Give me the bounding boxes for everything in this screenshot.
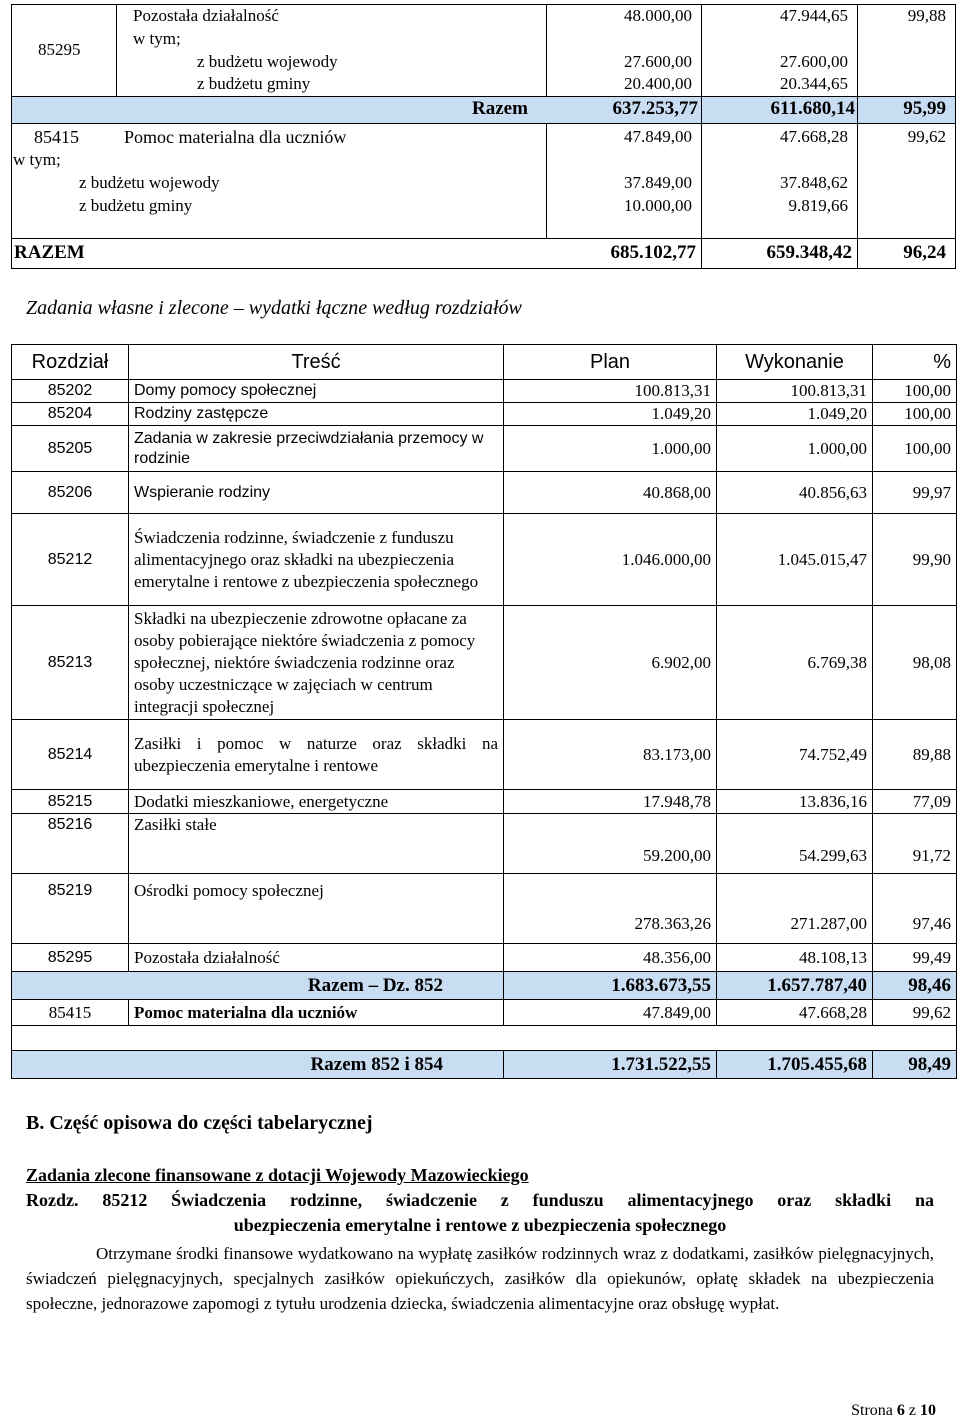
row-code: 85215	[12, 790, 129, 814]
row-pct: 91,72	[873, 814, 957, 874]
row-exec: 48.108,13	[717, 944, 873, 972]
row-desc: Zasiłki stałe	[129, 814, 504, 874]
subheading: Zadania zlecone finansowane z dotacji Wojewody Mazowieckiego	[26, 1165, 529, 1185]
description-paragraph: Otrzymane środki finansowe wydatkowano na wypłatę zasiłków rodzinnych wraz z dodatkami, zasiłków pielęgnacyjnych, świadczeń pielęgnacyjnych, specjalnych zasiłków opiekuńczych, zasiłków dla opiekunów, opłatę składek na ubezpieczenia społeczne, jednorazowe zapomogi z tytułu urodzenia dziecka, świadczenia alimentacyjne oraz obsługę wypłat.	[26, 1244, 934, 1313]
top-code-85415: 85415	[34, 127, 79, 147]
row-exec: 47.668,28	[717, 1000, 873, 1026]
top-sub-wojewody-plan-2: 37.849,00	[624, 173, 692, 192]
table-row	[12, 380, 957, 403]
top-sub-wtym-2: w tym;	[13, 150, 61, 169]
row-exec: 40.856,63	[717, 472, 873, 514]
row-exec: 13.836,16	[717, 790, 873, 814]
top-sub-gminy-plan-1: 20.400,00	[624, 74, 692, 93]
row-code: 85295	[12, 944, 129, 972]
header-percent: %	[873, 345, 957, 380]
row-desc: Domy pomocy społecznej	[129, 380, 504, 403]
sum-pct: 98,46	[873, 972, 957, 1000]
top-sub-gminy-2: z budżetu gminy	[79, 196, 193, 215]
row-pct: 99,62	[873, 1000, 957, 1026]
sum-exec: 1.657.787,40	[717, 972, 873, 1000]
row-exec: 271.287,00	[717, 874, 873, 944]
table-row	[12, 720, 957, 790]
row-code: 85213	[12, 606, 129, 720]
row-pct: 99,97	[873, 472, 957, 514]
sum-pct: 98,49	[873, 1051, 957, 1079]
top-pct-85415: 99,62	[907, 127, 946, 146]
row-plan: 48.356,00	[504, 944, 717, 972]
row-desc: Rodziny zastępcze	[129, 403, 504, 426]
table-row	[12, 944, 957, 972]
row-desc: Pozostała działalność	[129, 944, 504, 972]
row-plan: 47.849,00	[504, 1000, 717, 1026]
row-plan: 40.868,00	[504, 472, 717, 514]
row-pct: 100,00	[873, 426, 957, 472]
row-code: 85206	[12, 472, 129, 514]
row-code: 85214	[12, 720, 129, 790]
row-pct: 100,00	[873, 403, 957, 426]
top-sub-gminy-exec-2: 9.819,66	[788, 196, 848, 215]
row-code: 85415	[12, 1000, 129, 1026]
top-exec-85295: 47.944,65	[780, 6, 848, 25]
row-plan: 1.049,20	[504, 403, 717, 426]
top-sub-wtym-1: w tym;	[133, 29, 181, 48]
row-exec: 1.049,20	[717, 403, 873, 426]
row-pct: 97,46	[873, 874, 957, 944]
top-sub-gminy-plan-2: 10.000,00	[624, 196, 692, 215]
sum-row-dz852	[12, 972, 957, 1000]
row-pct: 98,08	[873, 606, 957, 720]
row-code: 85212	[12, 514, 129, 606]
row-code: 85204	[12, 403, 129, 426]
row-exec: 1.000,00	[717, 426, 873, 472]
row-code: 85205	[12, 426, 129, 472]
row-desc: Ośrodki pomocy społecznej	[129, 874, 504, 944]
row-exec: 100.813,31	[717, 380, 873, 403]
top-total-plan: 685.102,77	[610, 242, 696, 263]
top-sub-gminy-1: z budżetu gminy	[197, 74, 311, 93]
sum-row-852-854	[12, 1051, 957, 1079]
sum-exec: 1.705.455,68	[717, 1051, 873, 1079]
table-row	[12, 403, 957, 426]
sum-label: Razem – Dz. 852	[12, 972, 504, 1000]
page-footer	[851, 1402, 936, 1420]
row-desc: Świadczenia rodzinne, świadczenie z funduszu alimentacyjnego oraz składki na ubezpieczenia emerytalne i rentowe z ubezpieczenia społecznego	[129, 514, 504, 606]
top-razem-pct: 95,99	[903, 98, 946, 119]
row-exec: 54.299,63	[717, 814, 873, 874]
row-pct: 100,00	[873, 380, 957, 403]
footer-page: 6	[896, 1402, 905, 1419]
footer-sep: z	[908, 1402, 916, 1419]
top-plan-85295: 48.000,00	[624, 6, 692, 25]
row-exec: 74.752,49	[717, 720, 873, 790]
rozdz-heading-line1: Rozdz. 85212 Świadczenia rodzinne, świadczenie z funduszu alimentacyjnego oraz składki na	[26, 1190, 934, 1210]
row-code: 85219	[12, 874, 129, 944]
table-row	[12, 426, 957, 472]
row-pct: 99,49	[873, 944, 957, 972]
header-rozdzial: Rozdział	[12, 345, 129, 380]
row-exec: 1.045.015,47	[717, 514, 873, 606]
row-desc: Wspieranie rodziny	[129, 472, 504, 514]
top-razem-label: Razem	[472, 98, 528, 119]
top-plan-85415: 47.849,00	[624, 127, 692, 146]
top-total-label: RAZEM	[14, 242, 85, 263]
header-plan: Plan	[504, 345, 717, 380]
table-row	[12, 790, 957, 814]
sum-plan: 1.731.522,55	[504, 1051, 717, 1079]
footer-total: 10	[920, 1402, 936, 1419]
top-name-85415: Pomoc materialna dla uczniów	[124, 127, 347, 147]
top-pct-85295: 99,88	[907, 6, 946, 25]
row-desc: Dodatki mieszkaniowe, energetyczne	[129, 790, 504, 814]
table-header-row	[12, 345, 957, 380]
row-pct: 99,90	[873, 514, 957, 606]
row-desc: Zadania w zakresie przeciwdziałania przemocy w rodzinie	[129, 426, 504, 472]
row-desc: Składki na ubezpieczenie zdrowotne opłacane za osoby pobierające niektóre świadczenia z pomocy społecznej, niektóre świadczenia rodzinne oraz osoby uczestniczące w zajęciach w centrum integracji społecznej	[129, 606, 504, 720]
top-exec-85415: 47.668,28	[780, 127, 848, 146]
row-plan: 1.046.000,00	[504, 514, 717, 606]
top-sub-wojewody-1: z budżetu wojewody	[197, 52, 338, 71]
top-sub-wojewody-exec-2: 37.848,62	[780, 173, 848, 192]
sum-plan: 1.683.673,55	[504, 972, 717, 1000]
row-plan: 83.173,00	[504, 720, 717, 790]
top-sub-wojewody-exec-1: 27.600,00	[780, 52, 848, 71]
header-wykonanie: Wykonanie	[717, 345, 873, 380]
row-plan: 100.813,31	[504, 380, 717, 403]
top-razem-exec: 611.680,14	[770, 98, 855, 119]
row-exec: 6.769,38	[717, 606, 873, 720]
table-spacer-row	[12, 1026, 957, 1051]
top-sub-gminy-exec-1: 20.344,65	[780, 74, 848, 93]
row-pct: 77,09	[873, 790, 957, 814]
top-total-exec: 659.348,42	[766, 242, 852, 263]
table-row	[12, 606, 957, 720]
top-total-pct: 96,24	[903, 242, 946, 263]
table-row	[12, 814, 957, 874]
row-plan: 1.000,00	[504, 426, 717, 472]
top-sub-wojewody-plan-1: 27.600,00	[624, 52, 692, 71]
row-plan: 6.902,00	[504, 606, 717, 720]
row-pct: 89,88	[873, 720, 957, 790]
section-title: Zadania własne i zlecone – wydatki łączne według rozdziałów	[26, 297, 522, 319]
footer-prefix: Strona	[851, 1402, 893, 1419]
table-row	[12, 472, 957, 514]
header-tresc: Treść	[129, 345, 504, 380]
row-code: 85202	[12, 380, 129, 403]
top-sub-wojewody-2: z budżetu wojewody	[79, 173, 220, 192]
row-code: 85216	[12, 814, 129, 874]
row-plan: 17.948,78	[504, 790, 717, 814]
row-desc: Pomoc materialna dla uczniów	[129, 1000, 504, 1026]
sum-label: Razem 852 i 854	[12, 1051, 504, 1079]
row-plan: 278.363,26	[504, 874, 717, 944]
row-plan: 59.200,00	[504, 814, 717, 874]
rozdz-heading-line2: ubezpieczenia emerytalne i rentowe z ubezpieczenia społecznego	[233, 1215, 727, 1235]
top-code-85295: 85295	[38, 40, 81, 59]
part-b-title: B. Część opisowa do części tabelarycznej	[26, 1112, 373, 1134]
table-row	[12, 874, 957, 944]
table-row-85415	[12, 1000, 957, 1026]
row-desc: Zasiłki i pomoc w naturze oraz składki na ubezpieczenia emerytalne i rentowe	[129, 720, 504, 790]
table-row	[12, 514, 957, 606]
top-name-85295: Pozostała działalność	[133, 6, 279, 25]
top-razem-plan: 637.253,77	[612, 98, 698, 119]
expenditure-table	[11, 344, 957, 1079]
